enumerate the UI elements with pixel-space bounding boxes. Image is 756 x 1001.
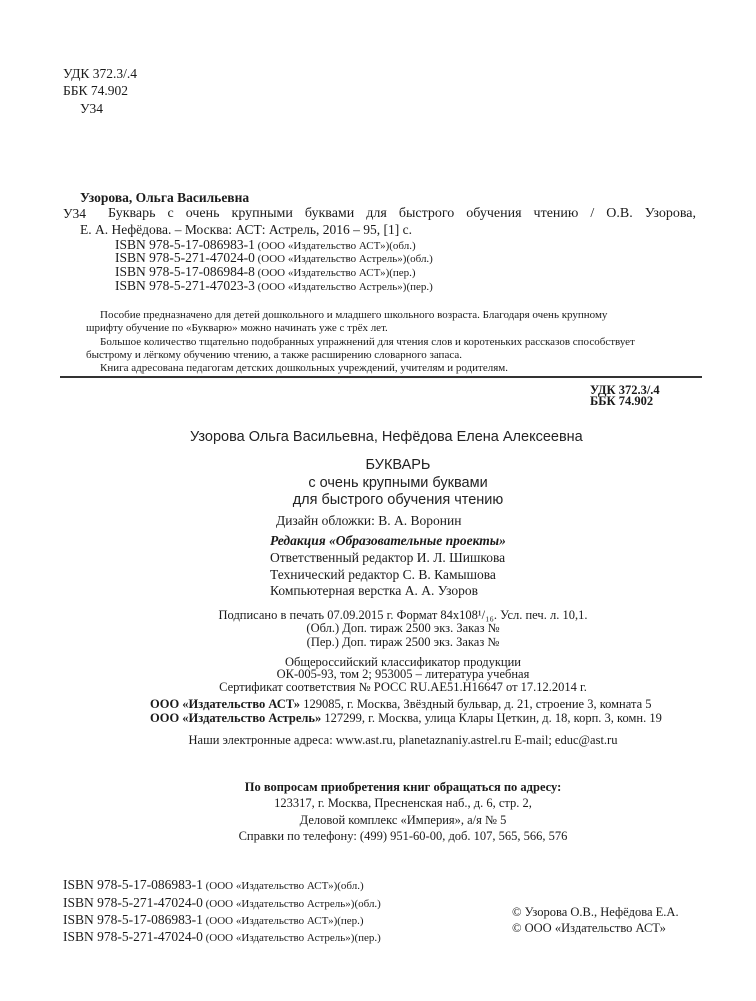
isbn-number: ISBN 978-5-17-086984-8	[115, 264, 255, 279]
udk-top: УДК 372.3/.4	[63, 66, 138, 81]
cover-design: Дизайн обложки: В. А. Воронин	[276, 513, 462, 528]
bbk-top: ББК 74.902	[63, 83, 129, 98]
purchase-phone: Справки по телефону: (499) 951-60-00, доб. 107, 565, 566, 576	[238, 829, 568, 843]
isbn-note: (ООО «Издательство Астрель»)(пер.)	[202, 932, 381, 944]
purchase-line: Деловой комплекс «Империя», а/я № 5	[299, 813, 507, 827]
publisher-name: ООО «Издательство АСТ»	[150, 697, 301, 711]
annotation-line: Книга адресована педагогам детских дошкольных учреждений, учителям и родителям.	[100, 362, 508, 374]
editorial-office: Редакция «Образовательные проекты»	[270, 533, 506, 548]
credit-line: Ответственный редактор И. Л. Шишкова	[270, 550, 506, 565]
isbn-note: (ООО «Издательство Астрель»)(пер.)	[254, 281, 433, 293]
card-code: У34	[63, 206, 87, 221]
isbn-number: ISBN 978-5-17-086983-1	[63, 877, 203, 892]
divider	[60, 376, 702, 378]
classification: Общероссийский классификатор продукции	[284, 655, 522, 669]
publisher-name: ООО «Издательство Астрель»	[150, 711, 322, 725]
classification: ОК-005-93, том 2; 953005 – литература учебная	[276, 667, 530, 681]
udk-right: УДК 372.3/.4	[590, 383, 660, 397]
author-mark-top: У34	[80, 101, 104, 116]
web-addresses: Наши электронные адреса: www.ast.ru, planetaznaniy.astrel.ru E-mail; educ@ast.ru	[188, 733, 618, 747]
publisher-address: 129085, г. Москва, Звёздный бульвар, д. 21, строение 3, комната 5	[300, 697, 652, 711]
book-subtitle: с очень крупными буквами	[308, 475, 488, 491]
print-info: Подписано в печать 07.09.2015 г. Формат 84x108¹/₁₆. Усл. печ. л. 10,1.	[218, 608, 588, 622]
annotation-line: Пособие предназначено для детей дошкольного и младшего школьного возраста. Благодаря очень крупному	[100, 309, 608, 321]
bbk-right: ББК 74.902	[590, 394, 654, 408]
annotation-line: Большое количество тщательно подобранных упражнений для чтения слов и коротеньких рассказов способствует	[100, 336, 635, 348]
isbn-note: (ООО «Издательство АСТ»)(пер.)	[202, 915, 364, 927]
credit-line: Технический редактор С. В. Камышова	[270, 567, 496, 582]
imprint-authors: Узорова Ольга Васильевна, Нефёдова Елена Алексеевна	[190, 429, 583, 445]
purchase-line: 123317, г. Москва, Пресненская наб., д. 6, стр. 2,	[274, 796, 532, 810]
certificate: Сертификат соответствия № РОСС RU.AE51.H16647 от 17.12.2014 г.	[219, 680, 587, 694]
isbn-number: ISBN 978-5-271-47024-0	[63, 929, 203, 944]
card-title-line1: Букварь с очень крупными буквами для быстрого обучения чтению / О.В. Узорова,	[108, 206, 696, 221]
print-info: (Обл.) Доп. тираж 2500 экз. Заказ №	[306, 621, 500, 635]
card-author: Узорова, Ольга Васильевна	[80, 190, 250, 205]
card-isbn	[115, 278, 433, 295]
print-info: (Пер.) Доп. тираж 2500 экз. Заказ №	[306, 635, 500, 649]
isbn-number: ISBN 978-5-17-086983-1	[63, 912, 203, 927]
isbn-note: (ООО «Издательство Астрель»)(обл.)	[254, 253, 433, 265]
publisher-line	[150, 710, 662, 726]
bottom-isbn	[63, 877, 364, 894]
book-title: БУКВАРЬ	[365, 457, 431, 473]
copyright-line: © Узорова О.В., Нефёдова Е.А.	[512, 905, 679, 919]
isbn-note: (ООО «Издательство АСТ»)(обл.)	[254, 240, 416, 252]
isbn-note: (ООО «Издательство Астрель»)(обл.)	[202, 898, 381, 910]
annotation-line: шрифту обучение по «Букварю» можно начинать уже с трёх лет.	[86, 322, 388, 334]
annotation-line: быстрому и лёгкому обучению чтению, а также расширению словарного запаса.	[86, 349, 462, 361]
copyright-line: © ООО «Издательство АСТ»	[512, 921, 666, 935]
bottom-isbn	[63, 912, 364, 929]
credit-line: Компьютерная верстка А. А. Узоров	[270, 583, 478, 598]
publisher-address: 127299, г. Москва, улица Клары Цеткин, д. 18, корп. 3, комн. 19	[321, 711, 662, 725]
isbn-note: (ООО «Издательство АСТ»)(обл.)	[202, 880, 364, 892]
bottom-isbn	[63, 895, 381, 912]
isbn-number: ISBN 978-5-17-086983-1	[115, 237, 255, 252]
card-title-line2: Е. А. Нефёдова. – Москва: АСТ: Астрель, 2016 – 95, [1] с.	[80, 222, 412, 237]
purchase-heading: По вопросам приобретения книг обращаться по адресу:	[244, 780, 562, 794]
book-subtitle: для быстрого обучения чтению	[292, 492, 504, 508]
isbn-note: (ООО «Издательство АСТ»)(пер.)	[254, 267, 416, 279]
isbn-number: ISBN 978-5-271-47024-0	[63, 895, 203, 910]
isbn-number: ISBN 978-5-271-47023-3	[115, 278, 255, 293]
bottom-isbn	[63, 929, 381, 946]
isbn-number: ISBN 978-5-271-47024-0	[115, 250, 255, 265]
